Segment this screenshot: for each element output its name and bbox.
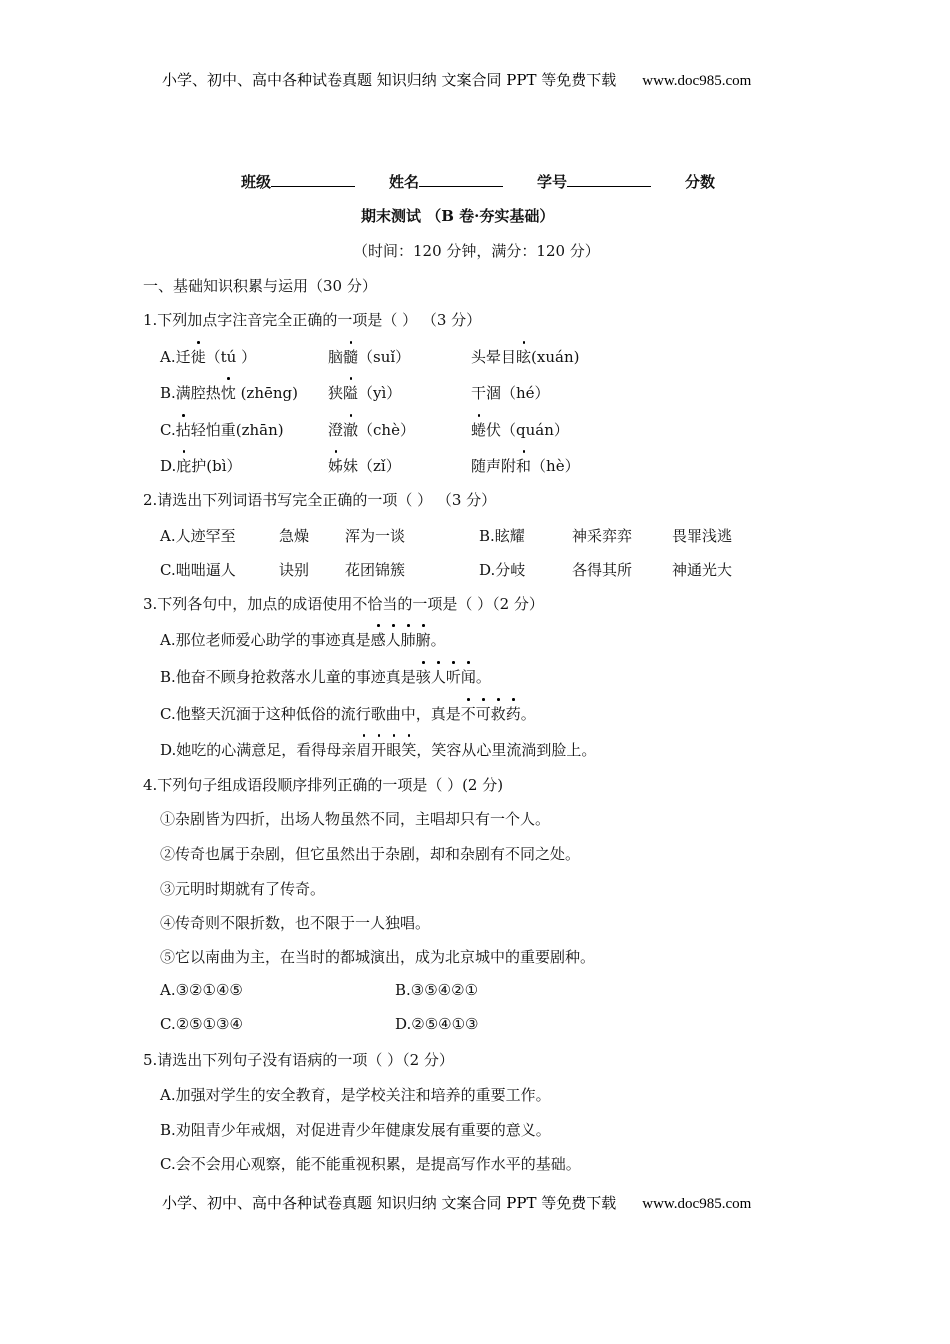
dot-char: 救 xyxy=(490,705,506,723)
q4-sentence-4: ④传奇则不限折数，也不限于一人独唱。 xyxy=(160,914,431,932)
dot-char: 眩 xyxy=(516,348,532,366)
q2-word: 诀别 xyxy=(279,561,310,579)
q1-option-c-3: 蜷伏（quán） xyxy=(471,421,569,439)
dot-char: 蜷 xyxy=(471,421,487,439)
id-label: 学号 xyxy=(537,173,568,191)
dot-char: 庇 xyxy=(176,457,192,475)
q2-word: 浑为一谈 xyxy=(345,527,406,545)
header-banner xyxy=(162,69,751,90)
q4-sentence-3: ③元明时期就有了传奇。 xyxy=(160,880,326,898)
q2-word: 各得其所 xyxy=(572,561,633,579)
section-heading: 一、基础知识积累与运用（30 分） xyxy=(143,277,377,295)
question-4-stem: 4.下列句子组成语段顺序排列正确的一项是（ ）(2 分) xyxy=(143,776,504,794)
question-2-stem: 2.请选出下列词语书写完全正确的一项（ ） （3 分） xyxy=(143,491,497,509)
footer-banner xyxy=(162,1192,751,1213)
q2-word: 畏罪浅逃 xyxy=(672,527,733,545)
exam-title: 期末测试 （B 卷·夯实基础） xyxy=(361,207,555,225)
q2-word: 急燥 xyxy=(279,527,310,545)
dot-char: 闻 xyxy=(460,668,476,686)
q5-option-b: B.劝阻青少年戒烟，对促进青少年健康发展有重要的意义。 xyxy=(160,1121,551,1139)
q2-word: 神通光大 xyxy=(672,561,733,579)
dot-char: 笑 xyxy=(401,741,417,759)
q4-option-b: B.③⑤④②① xyxy=(395,981,479,999)
dot-char: 开 xyxy=(371,741,387,759)
q4-sentence-2: ②传奇也属于杂剧，但它虽然出于杂剧，却和杂剧有不同之处。 xyxy=(160,845,581,863)
dotted-idiom xyxy=(356,741,416,759)
dot-char: 人 xyxy=(430,668,446,686)
dot-char: 骇 xyxy=(415,668,431,686)
q5-option-a: A.加强对学生的安全教育，是学校关注和培养的重要工作。 xyxy=(160,1086,551,1104)
q3-option-b: B.他奋不顾身抢救落水儿童的事迹真是骇人听闻。 xyxy=(160,668,491,686)
q2-word: C.咄咄逼人 xyxy=(160,561,236,579)
dot-char: 忱 xyxy=(220,384,236,402)
student-info-row xyxy=(241,171,715,192)
question-5-stem: 5.请选出下列句子没有语病的一项（ ）（2 分） xyxy=(143,1051,454,1069)
name-label: 姓名 xyxy=(389,173,420,191)
dot-char: 可 xyxy=(475,705,491,723)
header-banner-url[interactable]: www.doc985.com xyxy=(642,73,752,89)
name-blank[interactable] xyxy=(419,172,503,187)
dot-char: 和 xyxy=(516,457,532,475)
q4-option-a: A.③②①④⑤ xyxy=(160,981,243,999)
q2-word: A.人迹罕至 xyxy=(160,527,236,545)
dot-char: 拈 xyxy=(175,421,191,439)
header-banner-text: 小学、初中、高中各种试卷真题 知识归纳 文案合同 PPT 等免费下载 xyxy=(162,71,617,89)
dot-char: 姊 xyxy=(328,457,344,475)
q2-word: 花团锦簇 xyxy=(345,561,406,579)
dot-char: 眉 xyxy=(356,741,372,759)
dot-char: 药 xyxy=(505,705,521,723)
q4-option-d: D.②⑤④①③ xyxy=(395,1015,479,1033)
q4-sentence-5: ⑤它以南曲为主，在当时的都城演出，成为北京城中的重要剧种。 xyxy=(160,948,596,966)
q1-option-a-2: 脑髓（suǐ） xyxy=(328,348,411,366)
footer-banner-text: 小学、初中、高中各种试卷真题 知识归纳 文案合同 PPT 等免费下载 xyxy=(162,1194,617,1212)
question-3-stem: 3.下列各句中，加点的成语使用不恰当的一项是（ ）（2 分） xyxy=(143,595,544,613)
q2-word: 神采弈弈 xyxy=(572,527,633,545)
q3-option-c: C.他整天沉湎于这种低俗的流行歌曲中，真是不可救药。 xyxy=(160,705,536,723)
dot-char: 徙 xyxy=(190,348,206,366)
q1-option-b-2: 狭隘（yì） xyxy=(328,384,402,402)
q4-option-c: C.②⑤①③④ xyxy=(160,1015,243,1033)
dot-char: 髓 xyxy=(343,348,359,366)
dot-char: 人 xyxy=(385,631,401,649)
q1-option-a-3: 头晕目眩(xuán) xyxy=(471,348,580,366)
q4-sentence-1: ①杂剧皆为四折，出场人物虽然不同，主唱却只有一个人。 xyxy=(160,810,551,828)
id-blank[interactable] xyxy=(567,172,651,187)
q1-option-a-1: A.迁徙（tú ） xyxy=(160,348,257,366)
q2-word: D.分岐 xyxy=(479,561,526,579)
footer-banner-url[interactable]: www.doc985.com xyxy=(642,1196,752,1212)
dot-char: 澈 xyxy=(343,421,359,439)
dot-char: 隘 xyxy=(343,384,359,402)
q1-option-d-2: 姊妹（zǐ） xyxy=(328,457,401,475)
dot-char: 不 xyxy=(460,705,476,723)
q3-option-d: D.她吃的心满意足，看得母亲眉开眼笑，笑容从心里流淌到脸上。 xyxy=(160,741,597,759)
dot-char: 肺 xyxy=(400,631,416,649)
class-label: 班级 xyxy=(241,173,272,191)
q1-option-c-2: 澄澈（chè） xyxy=(328,421,415,439)
q1-option-b-3: 干涸（hé） xyxy=(471,384,550,402)
q1-option-d-1: D.庇护(bì） xyxy=(160,457,242,475)
q1-option-d-3: 随声附和（hè） xyxy=(471,457,580,475)
dotted-idiom xyxy=(416,668,476,686)
q1-option-b-1: B.满腔热忱 (zhēng) xyxy=(160,384,298,402)
q3-option-a: A.那位老师爱心助学的事迹真是感人肺腑。 xyxy=(160,631,446,649)
dotted-idiom xyxy=(461,705,521,723)
q2-word: B.眩耀 xyxy=(479,527,525,545)
q5-option-c: C.会不会用心观察，能不能重视积累，是提高写作水平的基础。 xyxy=(160,1155,581,1173)
score-label: 分数 xyxy=(685,173,716,191)
dot-char: 腑 xyxy=(415,631,431,649)
q1-option-c-1: C.拈轻怕重(zhān) xyxy=(160,421,284,439)
class-blank[interactable] xyxy=(271,172,355,187)
exam-meta: （时间：120 分钟，满分：120 分） xyxy=(353,242,600,260)
dot-char: 听 xyxy=(445,668,461,686)
question-1-stem: 1.下列加点字注音完全正确的一项是（ ） （3 分） xyxy=(143,311,482,329)
dotted-idiom xyxy=(371,631,431,649)
dot-char: 眼 xyxy=(386,741,402,759)
dot-char: 感 xyxy=(370,631,386,649)
